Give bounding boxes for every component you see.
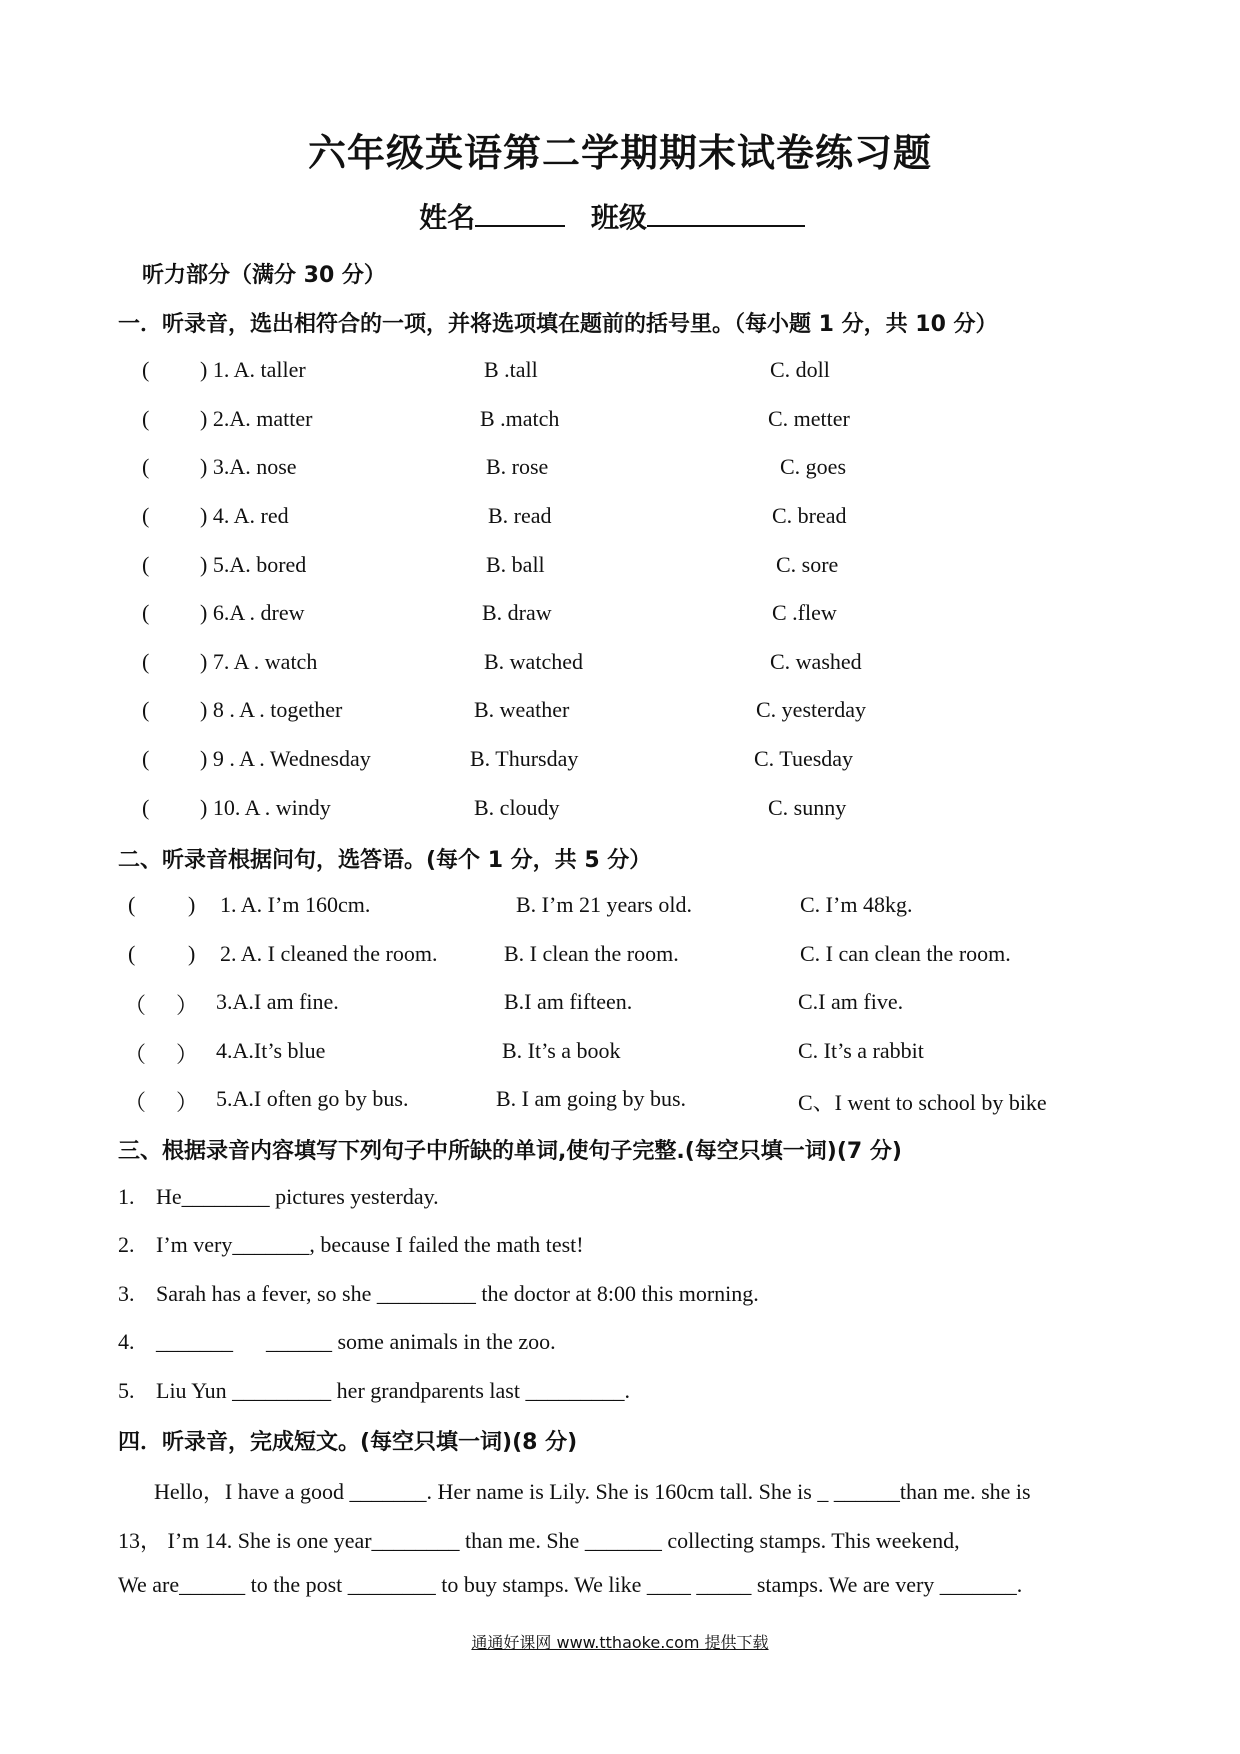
answer-paren[interactable]: ( xyxy=(142,649,150,674)
section1-item xyxy=(0,552,1240,584)
option-c: C. sunny xyxy=(768,795,847,820)
answer-paren[interactable]: ( xyxy=(142,552,150,577)
answer-paren-left[interactable]: （ xyxy=(124,1042,147,1067)
question-option-a: ) 9 . A . Wednesday xyxy=(200,746,371,771)
passage-line[interactable]: Hello，I have a good _______. Her name is Lily. She is 160cm tall. She is _ ______than me. she is xyxy=(154,1479,1031,1504)
answer-paren[interactable]: ( xyxy=(142,357,150,382)
question-option-a: ) 1. A. taller xyxy=(200,357,306,382)
sentence-text: He________ pictures yesterday. xyxy=(156,1184,439,1209)
option-a: 2. A. I cleaned the room. xyxy=(220,941,438,966)
option-b: B. rose xyxy=(486,454,549,479)
option-a: 5.A.I often go by bus. xyxy=(216,1086,409,1111)
section2-item xyxy=(0,1038,1240,1070)
option-c: C. bread xyxy=(772,503,847,528)
name-blank[interactable] xyxy=(475,199,565,227)
option-b: B. It’s a book xyxy=(502,1038,621,1063)
sentence-text: Sarah has a fever, so she _________ the doctor at 8:00 this morning. xyxy=(156,1281,759,1306)
answer-paren[interactable]: ( xyxy=(142,503,150,528)
section2-item xyxy=(0,1086,1240,1118)
class-label: 班级 xyxy=(590,201,647,234)
question-option-a: ) 6.A . drew xyxy=(200,600,305,625)
option-b: B. watched xyxy=(484,649,583,674)
section1-item xyxy=(0,649,1240,681)
option-c: C. goes xyxy=(780,454,846,479)
answer-paren-right: ) xyxy=(188,892,196,917)
option-c: C、I went to school by bike xyxy=(798,1090,1047,1115)
option-c: C .flew xyxy=(772,600,837,625)
option-b: B. I clean the room. xyxy=(504,941,679,966)
question-option-a: ) 7. A . watch xyxy=(200,649,318,674)
answer-paren-right: ) xyxy=(188,941,196,966)
section1-item xyxy=(0,795,1240,827)
answer-paren-left[interactable]: （ xyxy=(124,1090,147,1115)
option-b: B. Thursday xyxy=(470,746,579,771)
section2-item xyxy=(0,892,1240,924)
option-b: B. I am going by bus. xyxy=(496,1086,687,1111)
option-b: B .match xyxy=(480,406,560,431)
question-option-a: ) 3.A. nose xyxy=(200,454,297,479)
question-option-a: ) 4. A. red xyxy=(200,503,289,528)
sentence-number: 1. xyxy=(118,1184,135,1209)
option-a: 3.A.I am fine. xyxy=(216,989,339,1014)
section2-heading: 二、听录音根据问句，选答语。(每个 1 分，共 5 分） xyxy=(118,848,652,873)
option-c: C. It’s a rabbit xyxy=(798,1038,924,1063)
option-c: C. doll xyxy=(770,357,830,382)
answer-paren-right: ） xyxy=(176,993,199,1018)
option-c: C. metter xyxy=(768,406,850,431)
sentence-text: Liu Yun _________ her grandparents last _________. xyxy=(156,1378,630,1403)
option-b: B.I am fifteen. xyxy=(504,989,633,1014)
question-option-a: ) 8 . A . together xyxy=(200,697,343,722)
sentence-number: 2. xyxy=(118,1232,135,1257)
question-option-a: ) 2.A. matter xyxy=(200,406,313,431)
section1-item xyxy=(0,454,1240,486)
section4-heading: 四．听录音，完成短文。(每空只填一词)(8 分) xyxy=(118,1430,578,1455)
option-c: C. I’m 48kg. xyxy=(800,892,913,917)
sentence-text: _______ ______ some animals in the zoo. xyxy=(156,1329,556,1354)
option-c: C. washed xyxy=(770,649,862,674)
section2-item xyxy=(0,941,1240,973)
option-a: 4.A.It’s blue xyxy=(216,1038,326,1063)
answer-paren-left[interactable]: ( xyxy=(128,941,136,966)
option-b: B. I’m 21 years old. xyxy=(516,892,692,917)
fill-blank-sentence[interactable] xyxy=(118,1184,439,1210)
sentence-number: 4. xyxy=(118,1329,135,1354)
section1-item xyxy=(0,697,1240,729)
listening-header: 听力部分（满分 30 分） xyxy=(142,263,386,288)
section1-heading: 一．听录音，选出相符合的一项，并将选项填在题前的括号里。（每小题 1 分，共 10 分） xyxy=(118,312,998,337)
option-b: B. draw xyxy=(482,600,552,625)
answer-paren-left[interactable]: （ xyxy=(124,993,147,1018)
option-c: C. yesterday xyxy=(756,697,866,722)
answer-paren-left[interactable]: ( xyxy=(128,892,136,917)
option-c: C. sore xyxy=(776,552,839,577)
answer-paren-right: ） xyxy=(176,1090,199,1115)
question-option-a: ) 10. A . windy xyxy=(200,795,331,820)
sentence-number: 3. xyxy=(118,1281,135,1306)
option-b: B. cloudy xyxy=(474,795,560,820)
name-label: 姓名 xyxy=(419,201,476,234)
answer-paren[interactable]: ( xyxy=(142,406,150,431)
fill-blank-sentence[interactable] xyxy=(118,1281,759,1307)
option-b: B. ball xyxy=(486,552,545,577)
fill-blank-sentence[interactable] xyxy=(118,1232,584,1258)
footer-credit[interactable]: 通通好课网 www.tthaoke.com 提供下载 xyxy=(471,1633,769,1652)
answer-paren[interactable]: ( xyxy=(142,795,150,820)
fill-blank-sentence[interactable] xyxy=(118,1329,556,1355)
option-c: C.I am five. xyxy=(798,989,904,1014)
option-c: C. I can clean the room. xyxy=(800,941,1011,966)
sentence-number: 5. xyxy=(118,1378,135,1403)
answer-paren-right: ） xyxy=(176,1042,199,1067)
option-b: B. read xyxy=(488,503,552,528)
passage-line[interactable]: We are______ to the post ________ to buy stamps. We like ____ _____ stamps. We are very _______. xyxy=(118,1572,1023,1597)
section1-item xyxy=(0,503,1240,535)
answer-paren[interactable]: ( xyxy=(142,697,150,722)
section1-item xyxy=(0,406,1240,438)
answer-paren[interactable]: ( xyxy=(142,600,150,625)
answer-paren[interactable]: ( xyxy=(142,454,150,479)
fill-blank-sentence[interactable] xyxy=(118,1378,630,1404)
option-c: C. Tuesday xyxy=(754,746,854,771)
section1-item xyxy=(0,746,1240,778)
section1-item xyxy=(0,600,1240,632)
class-blank[interactable] xyxy=(647,199,805,227)
section1-item xyxy=(0,357,1240,389)
section3-heading: 三、根据录音内容填写下列句子中所缺的单词,使句子完整.(每空只填一词)(7 分) xyxy=(118,1139,902,1164)
sentence-text: I’m very_______, because I failed the math test! xyxy=(156,1232,584,1257)
option-b: B. weather xyxy=(474,697,570,722)
name-class-line xyxy=(0,196,1240,236)
passage-line[interactable]: 13， I’m 14. She is one year________ than me. She _______ collecting stamps. This weekend, xyxy=(118,1528,960,1553)
page-title: 六年级英语第二学期期末试卷练习题 xyxy=(307,131,932,175)
option-a: 1. A. I’m 160cm. xyxy=(220,892,371,917)
question-option-a: ) 5.A. bored xyxy=(200,552,307,577)
option-b: B .tall xyxy=(484,357,538,382)
answer-paren[interactable]: ( xyxy=(142,746,150,771)
section2-item xyxy=(0,989,1240,1021)
